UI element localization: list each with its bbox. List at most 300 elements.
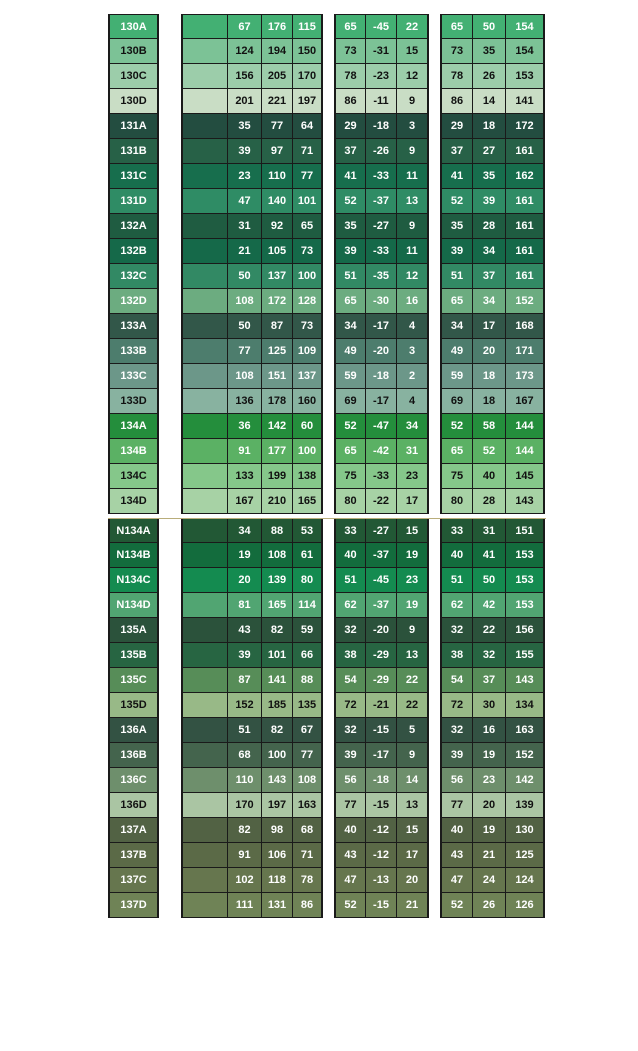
lch-c: 27: [473, 139, 506, 164]
lab-b: 9: [397, 89, 429, 114]
rgb-blue: 64: [293, 114, 323, 139]
swatch-block: [181, 543, 228, 568]
swatch-name: N134A: [108, 518, 159, 543]
lab-l: 56: [334, 768, 366, 793]
rgb-blue: 80: [293, 568, 323, 593]
table-row: [0, 214, 638, 239]
lab-a: -35: [366, 264, 397, 289]
rgb-green: 100: [262, 743, 293, 768]
rgb-red: 81: [228, 593, 262, 618]
lab-l: 52: [334, 189, 366, 214]
lch-h: 153: [506, 543, 545, 568]
rgb-blue: 66: [293, 643, 323, 668]
swatch-block: [181, 464, 228, 489]
lab-a: -17: [366, 314, 397, 339]
lch-l: 56: [440, 768, 473, 793]
lch-c: 17: [473, 314, 506, 339]
lch-c: 50: [473, 568, 506, 593]
lab-a: -23: [366, 64, 397, 89]
swatch-block: [181, 314, 228, 339]
lab-a: -12: [366, 843, 397, 868]
lab-a: -21: [366, 693, 397, 718]
lch-c: 41: [473, 543, 506, 568]
lch-l: 51: [440, 568, 473, 593]
lab-b: 31: [397, 439, 429, 464]
lch-c: 26: [473, 64, 506, 89]
swatch-name: 136C: [108, 768, 159, 793]
table-row: [0, 114, 638, 139]
table-row: [0, 439, 638, 464]
rgb-blue: 163: [293, 793, 323, 818]
swatch-block: [181, 189, 228, 214]
lab-b: 9: [397, 618, 429, 643]
lch-c: 28: [473, 489, 506, 514]
lch-l: 75: [440, 464, 473, 489]
lab-l: 33: [334, 518, 366, 543]
rgb-red: 23: [228, 164, 262, 189]
swatch-name: 130D: [108, 89, 159, 114]
rgb-green: 221: [262, 89, 293, 114]
lch-c: 37: [473, 668, 506, 693]
lab-l: 65: [334, 439, 366, 464]
lch-c: 28: [473, 214, 506, 239]
rgb-green: 101: [262, 643, 293, 668]
lch-l: 47: [440, 868, 473, 893]
swatch-block: [181, 414, 228, 439]
rgb-blue: 73: [293, 239, 323, 264]
lch-c: 18: [473, 389, 506, 414]
rgb-red: 82: [228, 818, 262, 843]
rgb-green: 199: [262, 464, 293, 489]
lch-l: 52: [440, 189, 473, 214]
table-row: [0, 339, 638, 364]
rgb-red: 124: [228, 39, 262, 64]
lch-h: 143: [506, 668, 545, 693]
lab-b: 16: [397, 289, 429, 314]
rgb-blue: 59: [293, 618, 323, 643]
rgb-red: 136: [228, 389, 262, 414]
rgb-green: 176: [262, 14, 293, 39]
rgb-green: 142: [262, 414, 293, 439]
rgb-blue: 137: [293, 364, 323, 389]
lch-c: 20: [473, 793, 506, 818]
lab-b: 3: [397, 339, 429, 364]
lab-b: 23: [397, 568, 429, 593]
lab-l: 69: [334, 389, 366, 414]
lab-a: -29: [366, 643, 397, 668]
rgb-blue: 78: [293, 868, 323, 893]
lch-h: 144: [506, 439, 545, 464]
lch-c: 30: [473, 693, 506, 718]
swatch-name: N134C: [108, 568, 159, 593]
lab-a: -27: [366, 214, 397, 239]
rgb-red: 110: [228, 768, 262, 793]
rgb-red: 19: [228, 543, 262, 568]
lch-h: 125: [506, 843, 545, 868]
lab-a: -17: [366, 743, 397, 768]
rgb-green: 106: [262, 843, 293, 868]
lch-l: 65: [440, 14, 473, 39]
lab-b: 15: [397, 518, 429, 543]
rgb-blue: 53: [293, 518, 323, 543]
lab-l: 49: [334, 339, 366, 364]
swatch-block: [181, 793, 228, 818]
lch-c: 52: [473, 439, 506, 464]
swatch-block: [181, 818, 228, 843]
lab-b: 23: [397, 464, 429, 489]
lab-a: -15: [366, 718, 397, 743]
lab-a: -27: [366, 518, 397, 543]
rgb-red: 156: [228, 64, 262, 89]
swatch-block: [181, 289, 228, 314]
lch-l: 86: [440, 89, 473, 114]
rgb-red: 39: [228, 139, 262, 164]
lch-l: 52: [440, 414, 473, 439]
table-row: [0, 843, 638, 868]
rgb-blue: 100: [293, 264, 323, 289]
rgb-red: 201: [228, 89, 262, 114]
rgb-blue: 115: [293, 14, 323, 39]
rgb-blue: 138: [293, 464, 323, 489]
rgb-green: 197: [262, 793, 293, 818]
lch-c: 22: [473, 618, 506, 643]
swatch-block: [181, 89, 228, 114]
swatch-block: [181, 339, 228, 364]
rgb-red: 102: [228, 868, 262, 893]
swatch-name: 134A: [108, 414, 159, 439]
lch-h: 152: [506, 743, 545, 768]
lab-a: -26: [366, 139, 397, 164]
swatch-block: [181, 743, 228, 768]
lab-a: -29: [366, 668, 397, 693]
rgb-blue: 86: [293, 893, 323, 918]
lch-l: 69: [440, 389, 473, 414]
rgb-blue: 71: [293, 843, 323, 868]
lab-b: 12: [397, 64, 429, 89]
lab-b: 19: [397, 543, 429, 568]
rgb-green: 110: [262, 164, 293, 189]
lch-l: 43: [440, 843, 473, 868]
lab-a: -33: [366, 464, 397, 489]
lch-l: 40: [440, 543, 473, 568]
lab-l: 40: [334, 818, 366, 843]
rgb-blue: 150: [293, 39, 323, 64]
table-row: [0, 893, 638, 918]
table-row: [0, 314, 638, 339]
rgb-green: 82: [262, 718, 293, 743]
lch-c: 34: [473, 239, 506, 264]
lab-a: -37: [366, 593, 397, 618]
rgb-green: 185: [262, 693, 293, 718]
rgb-blue: 88: [293, 668, 323, 693]
lch-h: 139: [506, 793, 545, 818]
rgb-blue: 67: [293, 718, 323, 743]
lch-l: 35: [440, 214, 473, 239]
lch-l: 51: [440, 264, 473, 289]
rgb-red: 50: [228, 264, 262, 289]
lab-b: 13: [397, 643, 429, 668]
table-row: [0, 768, 638, 793]
table-row: [0, 693, 638, 718]
swatch-name: 130C: [108, 64, 159, 89]
lab-l: 40: [334, 543, 366, 568]
rgb-green: 105: [262, 239, 293, 264]
lch-h: 151: [506, 518, 545, 543]
swatch-block: [181, 768, 228, 793]
lch-h: 163: [506, 718, 545, 743]
lab-l: 75: [334, 464, 366, 489]
rgb-blue: 135: [293, 693, 323, 718]
lab-b: 11: [397, 164, 429, 189]
lch-c: 39: [473, 189, 506, 214]
lch-h: 156: [506, 618, 545, 643]
rgb-green: 98: [262, 818, 293, 843]
swatch-name: 133D: [108, 389, 159, 414]
swatch-block: [181, 64, 228, 89]
lab-l: 86: [334, 89, 366, 114]
lab-a: -17: [366, 389, 397, 414]
lab-a: -37: [366, 543, 397, 568]
lab-b: 17: [397, 843, 429, 868]
lab-a: -33: [366, 239, 397, 264]
swatch-name: 133C: [108, 364, 159, 389]
rgb-red: 111: [228, 893, 262, 918]
table-row: [0, 618, 638, 643]
swatch-block: [181, 264, 228, 289]
lab-l: 62: [334, 593, 366, 618]
lch-h: 130: [506, 818, 545, 843]
rgb-green: 141: [262, 668, 293, 693]
rgb-red: 67: [228, 14, 262, 39]
lab-l: 51: [334, 568, 366, 593]
rgb-blue: 77: [293, 164, 323, 189]
lab-a: -20: [366, 618, 397, 643]
lab-a: -33: [366, 164, 397, 189]
rgb-red: 39: [228, 643, 262, 668]
swatch-name: 137C: [108, 868, 159, 893]
lch-l: 40: [440, 818, 473, 843]
lch-h: 153: [506, 568, 545, 593]
swatch-name: 136A: [108, 718, 159, 743]
lab-l: 65: [334, 14, 366, 39]
swatch-name: 132A: [108, 214, 159, 239]
swatch-name: 134C: [108, 464, 159, 489]
table-row: [0, 414, 638, 439]
lab-l: 73: [334, 39, 366, 64]
lch-l: 39: [440, 239, 473, 264]
table-row: [0, 464, 638, 489]
lch-c: 31: [473, 518, 506, 543]
lch-l: 59: [440, 364, 473, 389]
rgb-red: 152: [228, 693, 262, 718]
lch-l: 39: [440, 743, 473, 768]
lab-a: -22: [366, 489, 397, 514]
swatch-name: 137D: [108, 893, 159, 918]
rgb-green: 77: [262, 114, 293, 139]
lch-c: 40: [473, 464, 506, 489]
lch-h: 168: [506, 314, 545, 339]
lab-l: 39: [334, 239, 366, 264]
swatch-name: 130B: [108, 39, 159, 64]
swatch-name: 131D: [108, 189, 159, 214]
rgb-red: 43: [228, 618, 262, 643]
rgb-green: 177: [262, 439, 293, 464]
rgb-blue: 100: [293, 439, 323, 464]
swatch-block: [181, 718, 228, 743]
rgb-red: 34: [228, 518, 262, 543]
swatch-block: [181, 593, 228, 618]
lch-l: 73: [440, 39, 473, 64]
rgb-green: 140: [262, 189, 293, 214]
rgb-blue: 128: [293, 289, 323, 314]
lab-l: 41: [334, 164, 366, 189]
lab-l: 32: [334, 718, 366, 743]
rgb-green: 143: [262, 768, 293, 793]
rgb-blue: 65: [293, 214, 323, 239]
lab-b: 9: [397, 214, 429, 239]
rgb-red: 20: [228, 568, 262, 593]
lab-a: -18: [366, 768, 397, 793]
lch-h: 145: [506, 464, 545, 489]
rgb-red: 167: [228, 489, 262, 514]
lab-a: -18: [366, 364, 397, 389]
lch-l: 62: [440, 593, 473, 618]
lch-l: 29: [440, 114, 473, 139]
lch-c: 19: [473, 743, 506, 768]
lab-a: -18: [366, 114, 397, 139]
lab-b: 9: [397, 139, 429, 164]
lab-a: -47: [366, 414, 397, 439]
rgb-blue: 197: [293, 89, 323, 114]
lab-b: 4: [397, 314, 429, 339]
lch-c: 19: [473, 818, 506, 843]
lch-l: 49: [440, 339, 473, 364]
table-row: [0, 14, 638, 39]
rgb-green: 87: [262, 314, 293, 339]
lab-b: 13: [397, 793, 429, 818]
table-row: [0, 89, 638, 114]
swatch-block: [181, 518, 228, 543]
lab-l: 47: [334, 868, 366, 893]
lab-a: -15: [366, 793, 397, 818]
swatch-name: 136D: [108, 793, 159, 818]
table-row: [0, 389, 638, 414]
lch-h: 153: [506, 64, 545, 89]
lch-h: 142: [506, 768, 545, 793]
rgb-red: 108: [228, 289, 262, 314]
swatch-block: [181, 439, 228, 464]
lch-l: 54: [440, 668, 473, 693]
swatch-block: [181, 868, 228, 893]
swatch-name: 132D: [108, 289, 159, 314]
table-row: [0, 593, 638, 618]
lab-a: -45: [366, 568, 397, 593]
swatch-block: [181, 668, 228, 693]
rgb-red: 108: [228, 364, 262, 389]
swatch-block: [181, 618, 228, 643]
table-row: [0, 543, 638, 568]
lab-b: 4: [397, 389, 429, 414]
lch-h: 167: [506, 389, 545, 414]
table-row: [0, 164, 638, 189]
lab-b: 15: [397, 818, 429, 843]
table-row: [0, 289, 638, 314]
rgb-blue: 61: [293, 543, 323, 568]
lch-h: 154: [506, 39, 545, 64]
rgb-red: 87: [228, 668, 262, 693]
lab-b: 14: [397, 768, 429, 793]
swatch-name: 136B: [108, 743, 159, 768]
swatch-name: 131C: [108, 164, 159, 189]
lch-h: 173: [506, 364, 545, 389]
rgb-blue: 160: [293, 389, 323, 414]
table-row: [0, 668, 638, 693]
lab-l: 32: [334, 618, 366, 643]
lch-c: 14: [473, 89, 506, 114]
lch-l: 37: [440, 139, 473, 164]
lch-c: 20: [473, 339, 506, 364]
table-row: [0, 743, 638, 768]
lch-c: 42: [473, 593, 506, 618]
rgb-green: 118: [262, 868, 293, 893]
table-row: [0, 64, 638, 89]
rgb-green: 178: [262, 389, 293, 414]
swatch-name: 132B: [108, 239, 159, 264]
swatch-name: 133B: [108, 339, 159, 364]
rgb-red: 170: [228, 793, 262, 818]
lch-h: 171: [506, 339, 545, 364]
lch-c: 26: [473, 893, 506, 918]
rgb-blue: 77: [293, 743, 323, 768]
swatch-name: 135B: [108, 643, 159, 668]
lab-l: 59: [334, 364, 366, 389]
swatch-name: 132C: [108, 264, 159, 289]
lab-b: 12: [397, 264, 429, 289]
lch-h: 134: [506, 693, 545, 718]
lch-h: 141: [506, 89, 545, 114]
lch-l: 34: [440, 314, 473, 339]
lab-b: 22: [397, 693, 429, 718]
rgb-blue: 165: [293, 489, 323, 514]
section-divider-line: [108, 518, 546, 519]
lab-a: -13: [366, 868, 397, 893]
swatch-name: 133A: [108, 314, 159, 339]
swatch-name: 135C: [108, 668, 159, 693]
rgb-red: 47: [228, 189, 262, 214]
lab-b: 21: [397, 893, 429, 918]
rgb-red: 133: [228, 464, 262, 489]
lch-h: 161: [506, 264, 545, 289]
swatch-block: [181, 214, 228, 239]
swatch-block: [181, 643, 228, 668]
rgb-blue: 101: [293, 189, 323, 214]
table-row: [0, 793, 638, 818]
lab-b: 5: [397, 718, 429, 743]
rgb-green: 92: [262, 214, 293, 239]
lch-c: 50: [473, 14, 506, 39]
lch-h: 161: [506, 189, 545, 214]
table-row: [0, 264, 638, 289]
lab-l: 72: [334, 693, 366, 718]
lab-a: -15: [366, 893, 397, 918]
rgb-red: 51: [228, 718, 262, 743]
rgb-red: 21: [228, 239, 262, 264]
lch-c: 32: [473, 643, 506, 668]
lab-b: 9: [397, 743, 429, 768]
rgb-blue: 108: [293, 768, 323, 793]
rgb-red: 36: [228, 414, 262, 439]
lch-h: 155: [506, 643, 545, 668]
